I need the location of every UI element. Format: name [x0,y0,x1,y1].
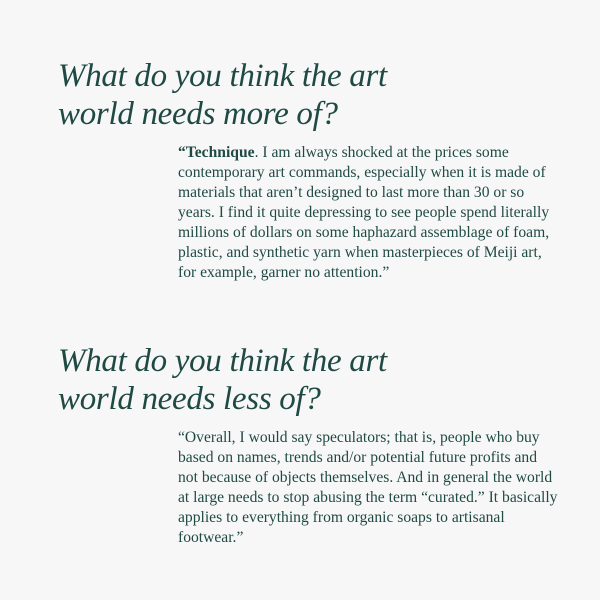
answer-paragraph [178,143,558,283]
question-line: What do you think the art [58,343,387,379]
answer-text: . I am always shocked at the prices some contemporary art commands, especially when it is made of materials that aren’t designed to last more than 30 or so years. I find it quite depressing to see people spend literally millions of dollars on some haphazard assemblage of foam, plastic, and synthetic yarn when masterpieces of Meiji art, for example, garner no attention.” [178,144,550,281]
answer-paragraph [178,428,558,548]
question-heading [58,342,478,418]
answer-text: “Overall, I would say speculators; that is, people who buy based on names, trends and/or potential future profits and not because of objects themselves. And in general the world at large needs to stop abusing the term “curated.” It basically applies to everything from organic soaps to artisanal footwear.” [178,429,558,546]
question-line: world needs less of? [58,381,321,417]
question-line: world needs more of? [58,96,338,132]
question-line: What do you think the art [58,58,387,94]
answer-lead-word: “Technique [178,144,255,161]
question-heading [58,57,478,133]
